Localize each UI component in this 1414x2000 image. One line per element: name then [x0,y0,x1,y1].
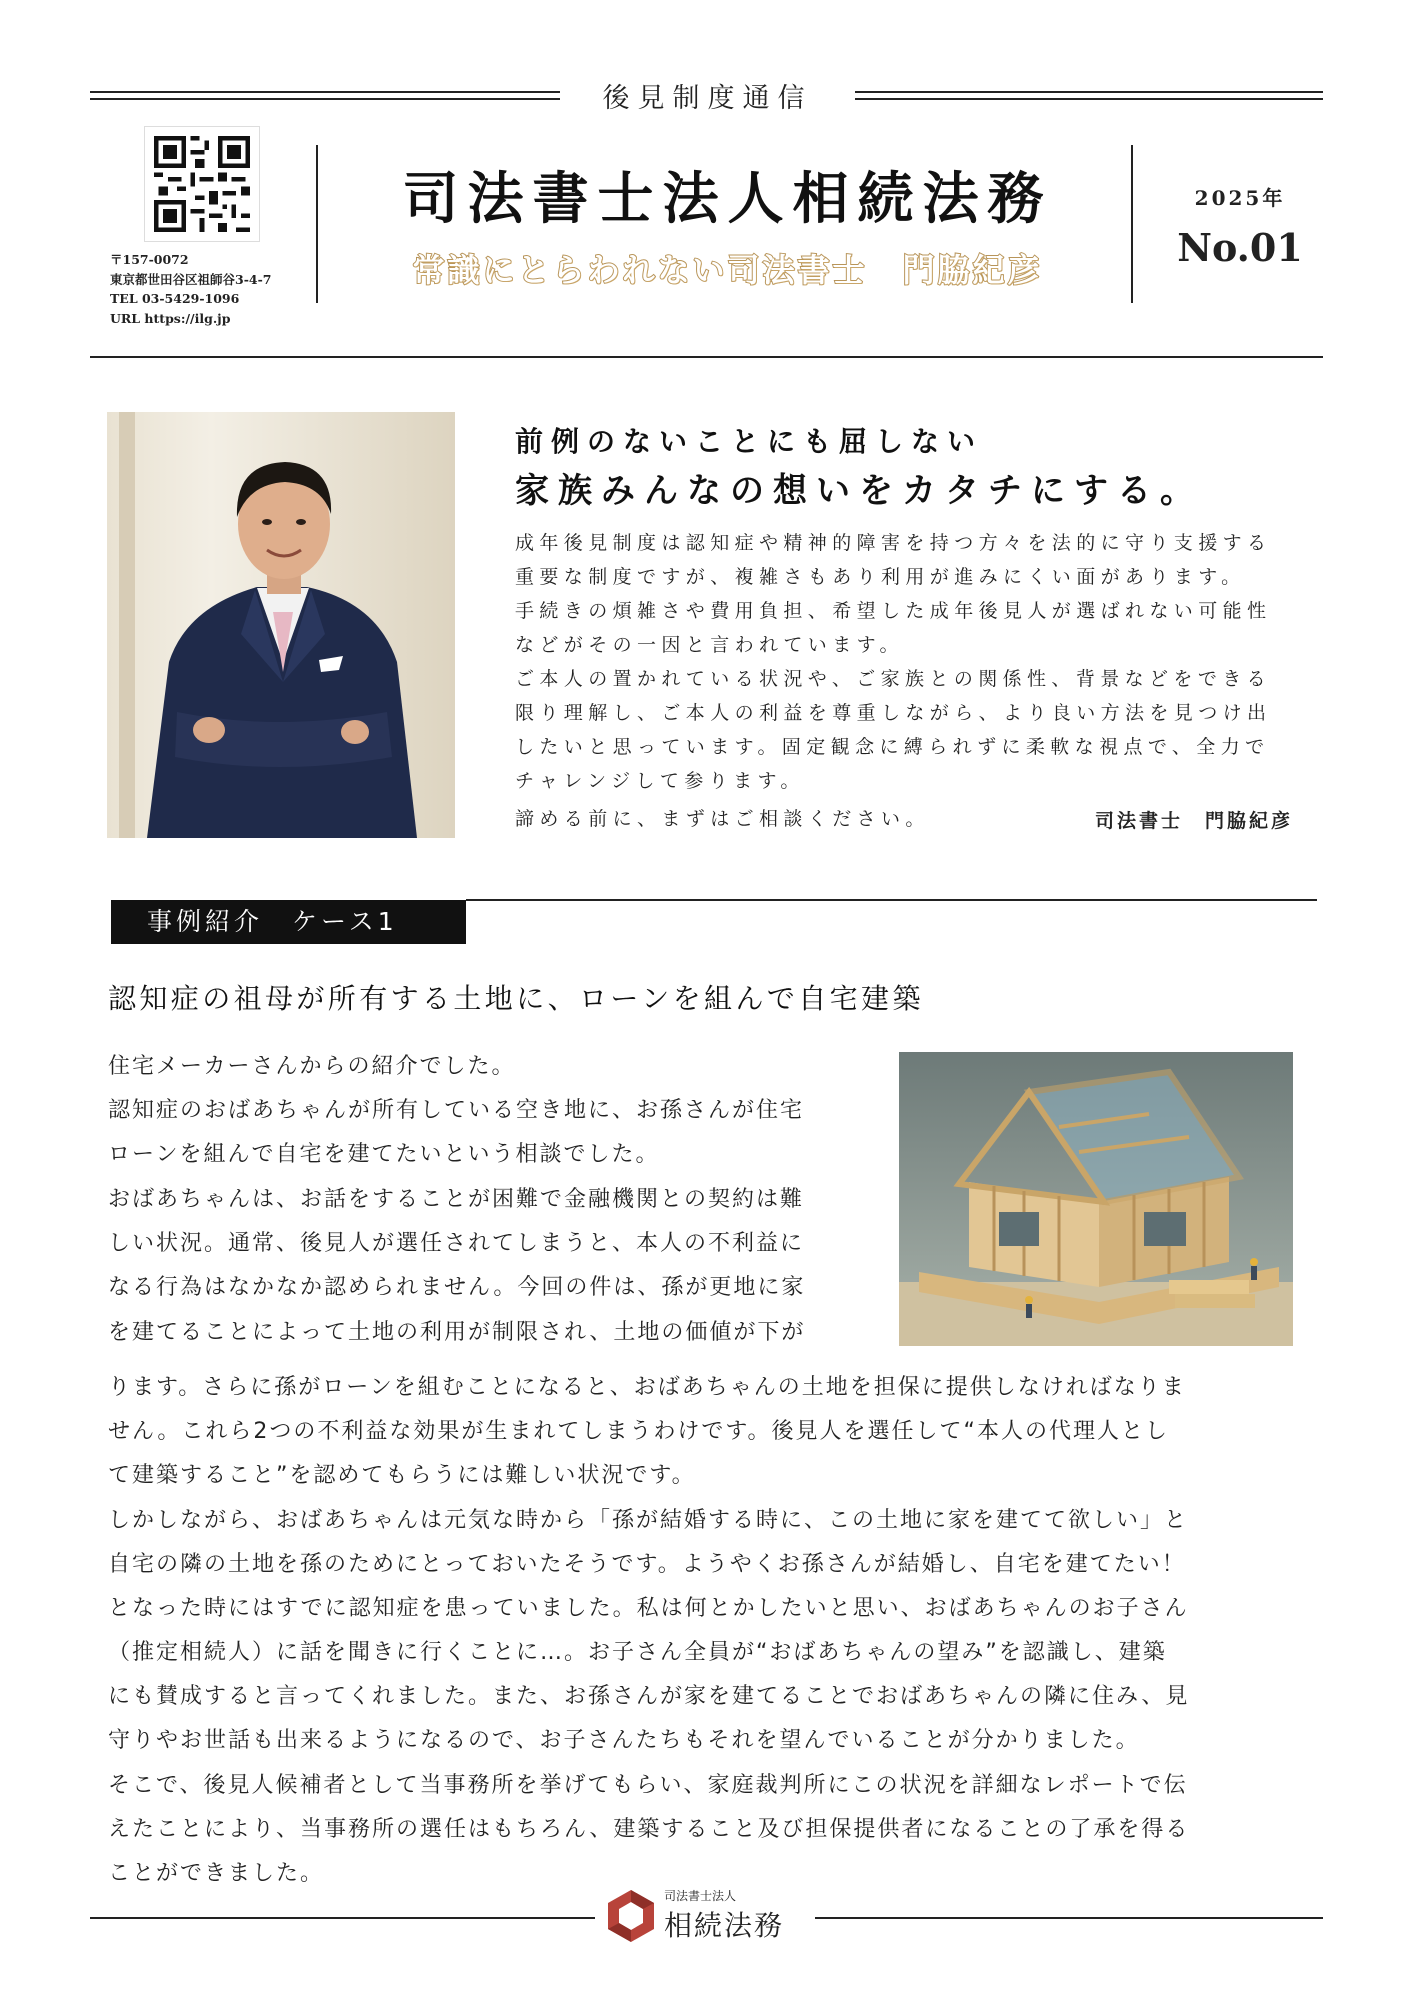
greeting-heading-secondary: 家族みんなの想いをカタチにする。 [515,471,1203,511]
case-line: を建てることによって土地の利用が制限され、土地の価値が下が [108,1320,806,1345]
case-line: なる行為はなかなか認められません。今回の件は、孫が更地に家 [108,1275,806,1300]
case-line: ローンを組んで自宅を建てたいという相談でした。 [108,1142,660,1167]
case-line: 自宅の隣の土地を孫のためにとっておいたそうです。ようやくお孫さんが結婚し、自宅を建てたい！ [108,1552,1186,1577]
greeting-line: などがその一因と言われています。 [515,634,904,656]
greeting-line: 限り理解し、ご本人の利益を尊重しながら、より良い方法を見つけ出 [515,702,1272,724]
header-divider-left [316,145,318,303]
case-line: そこで、後見人候補者として当事務所を挙げてもらい、家庭裁判所にこの状況を詳細なレポートで伝 [108,1773,1188,1798]
greeting-line: 重要な制度ですが、複雑さもあり利用が進みにくい面があります。 [515,566,1246,588]
motto: 常識にとらわれない司法書士 門脇紀彦 [412,251,1043,289]
top-rule-left [90,91,560,100]
greeting-closing: 諦める前に、まずはご相談ください。 [515,808,930,830]
case-line: しい状況。通常、後見人が選任されてしまうと、本人の不利益に [108,1231,805,1256]
case-line: にも賛成すると言ってくれました。また、お孫さんが家を建てることでおばあちゃんの隣に住み、見 [108,1684,1190,1709]
case-header-rule [466,899,1317,901]
portrait-photo [107,412,455,838]
greeting-line: チャレンジして参ります。 [515,770,805,792]
office-name: 司法書士法人相続法務 [402,166,1053,232]
case-line: ことができました。 [108,1861,325,1886]
greeting-line: 手続きの煩雑さや費用負担、希望した成年後見人が選ばれない可能性 [515,600,1272,622]
address-url[interactable]: URL https://ilg.jp [110,311,231,326]
case-line: せん。これら2つの不利益な効果が生まれてしまうわけです。後見人を選任して“本人の代理人とし [108,1419,1169,1444]
greeting-line: ご本人の置かれている状況や、ご家族との関係性、背景などをできる [515,668,1272,690]
address-zip: 〒157-0072 [110,252,189,267]
qr-code-icon[interactable] [144,126,260,242]
case-line: 住宅メーカーさんからの紹介でした。 [108,1054,516,1079]
header-divider-right [1131,145,1133,303]
case-line: となった時にはすでに認知症を患っていました。私は何とかしたいと思い、おばあちゃんのお子さん [108,1596,1189,1621]
issue-year: 2025年 [1194,186,1286,210]
case-line: て建築すること”を認めてもらうには難しい状況です。 [108,1463,696,1488]
issue-number: No.01 [1177,225,1303,270]
greeting-line: 成年後見制度は認知症や精神的障害を持つ方々を法的に守り支援する [515,532,1272,554]
greeting-body [515,526,1310,798]
case-line: 認知症のおばあちゃんが所有している空き地に、お孫さんが住宅 [108,1098,805,1123]
case-line: （推定相続人）に話を聞きに行くことに…。お子さん全員が“おばあちゃんの望み”を認識し、建築 [108,1640,1167,1665]
greeting-heading-primary: 前例のないことにも屈しない [515,425,984,458]
house-model-photo [899,1052,1293,1346]
top-rule-right [855,91,1323,100]
case-line: しかしながら、おばあちゃんは元気な時から「孫が結婚する時に、この土地に家を建てて欲しい」と [108,1508,1189,1533]
address-street: 東京都世田谷区祖師谷3-4-7 [110,272,272,287]
footer-org-type: 司法書士法人 [664,1889,737,1903]
footer-rule-left [90,1917,595,1919]
address-tel: TEL 03-5429-1096 [110,291,240,306]
case-line: 守りやお世話も出来るようになるので、お子さんたちもそれを望んでいることが分かりました。 [108,1728,1140,1753]
footer-rule-right [815,1917,1323,1919]
case-title: 認知症の祖母が所有する土地に、ローンを組んで自宅建築 [108,982,924,1015]
case-line: ります。さらに孫がローンを組むことになると、おばあちゃんの土地を担保に提供しなければなりま [108,1375,1186,1400]
greeting-signature: 司法書士 門脇紀彦 [1095,810,1294,832]
greeting-line: したいと思っています。固定観念に縛られずに柔軟な視点で、全力で [515,736,1270,758]
series-title: 後見制度通信 [602,83,813,114]
header-bottom-rule [90,356,1323,358]
footer-org-name: 相続法務 [664,1909,785,1942]
case-line: おばあちゃんは、お話をすることが困難で金融機関との契約は難 [108,1187,805,1212]
hexagon-logo-icon [605,1888,657,1944]
case-line: えたことにより、当事務所の選任はもちろん、建築すること及び担保提供者になることの了承を得る [108,1817,1190,1842]
case-label: 事例紹介 ケース1 [111,900,466,944]
